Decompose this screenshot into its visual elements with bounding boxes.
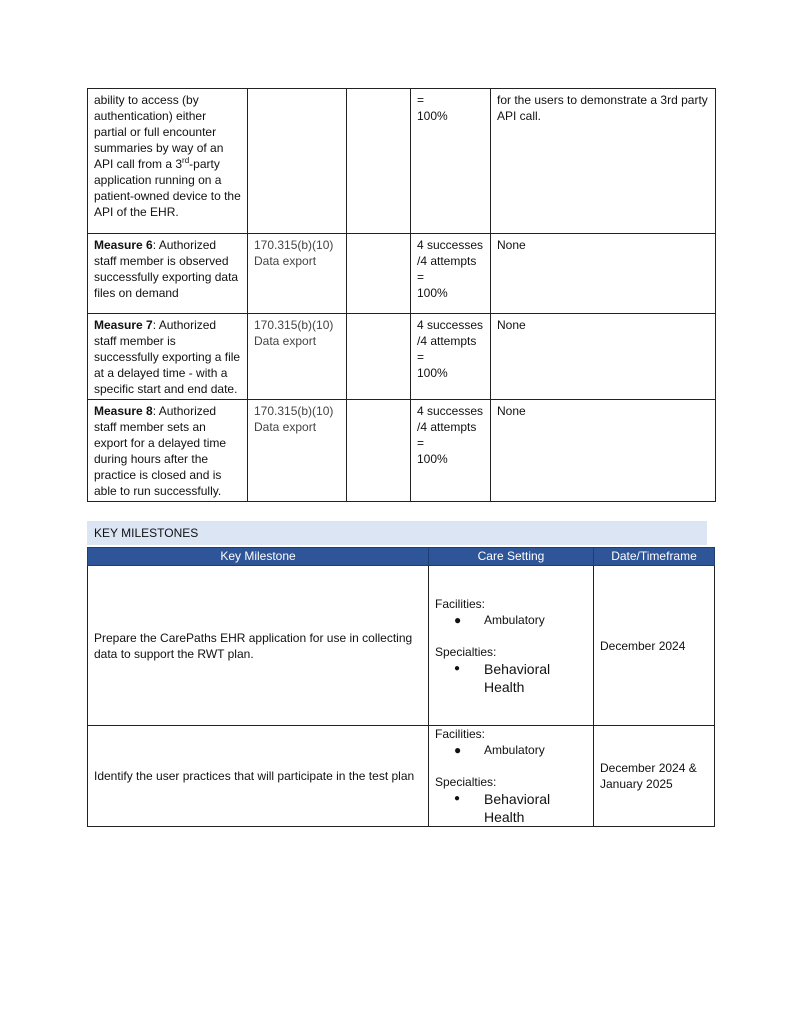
milestones-table (87, 547, 715, 827)
criteria-cell: 170.315(b)(10) Data export (248, 234, 347, 314)
empty-cell (347, 314, 411, 400)
criteria-cell: 170.315(b)(10) Data export (248, 400, 347, 502)
criteria-cell: 170.315(b)(10) Data export (248, 314, 347, 400)
result-cell: = 100% (411, 89, 491, 234)
result-cell: 4 successes /4 attempts = 100% (411, 400, 491, 502)
empty-cell (347, 400, 411, 502)
table-row (88, 726, 715, 827)
table-row (88, 314, 716, 400)
measures-table (87, 88, 716, 502)
empty-cell (347, 89, 411, 234)
measure-description: Measure 6: Authorized staff member is observed successfully exporting data files on demand (88, 234, 248, 314)
section-title: KEY MILESTONES (87, 521, 707, 545)
care-setting-cell: Facilities: ● Ambulatory Specialties: ● Behavioral Health (429, 726, 594, 827)
date-cell: December 2024 & January 2025 (594, 726, 715, 827)
table-row (88, 234, 716, 314)
column-header: Care Setting (429, 548, 594, 566)
table-row (88, 89, 716, 234)
result-cell: 4 successes /4 attempts = 100% (411, 234, 491, 314)
criteria-cell (248, 89, 347, 234)
notes-cell: for the users to demonstrate a 3rd party API call. (491, 89, 716, 234)
table-row (88, 400, 716, 502)
milestone-cell: Prepare the CarePaths EHR application for use in collecting data to support the RWT plan. (88, 566, 429, 726)
measure-description: Measure 8: Authorized staff member sets an export for a delayed time during hours after the practice is closed and is able to run successfully. (88, 400, 248, 502)
measure-description: Measure 7: Authorized staff member is successfully exporting a file at a delayed time - with a specific start and end date. (88, 314, 248, 400)
empty-cell (347, 234, 411, 314)
measure-description: ability to access (by authentication) either partial or full encounter summaries by way of an API call from a 3rd-party application running on a patient-owned device to the API of the EHR. (88, 89, 248, 234)
notes-cell: None (491, 234, 716, 314)
milestone-cell: Identify the user practices that will participate in the test plan (88, 726, 429, 827)
table-row (88, 566, 715, 726)
date-cell: December 2024 (594, 566, 715, 726)
notes-cell: None (491, 314, 716, 400)
table-header-row (88, 548, 715, 566)
column-header: Date/Timeframe (594, 548, 715, 566)
result-cell: 4 successes /4 attempts = 100% (411, 314, 491, 400)
notes-cell: None (491, 400, 716, 502)
care-setting-cell: Facilities: ● Ambulatory Specialties: ● Behavioral Health (429, 566, 594, 726)
column-header: Key Milestone (88, 548, 429, 566)
